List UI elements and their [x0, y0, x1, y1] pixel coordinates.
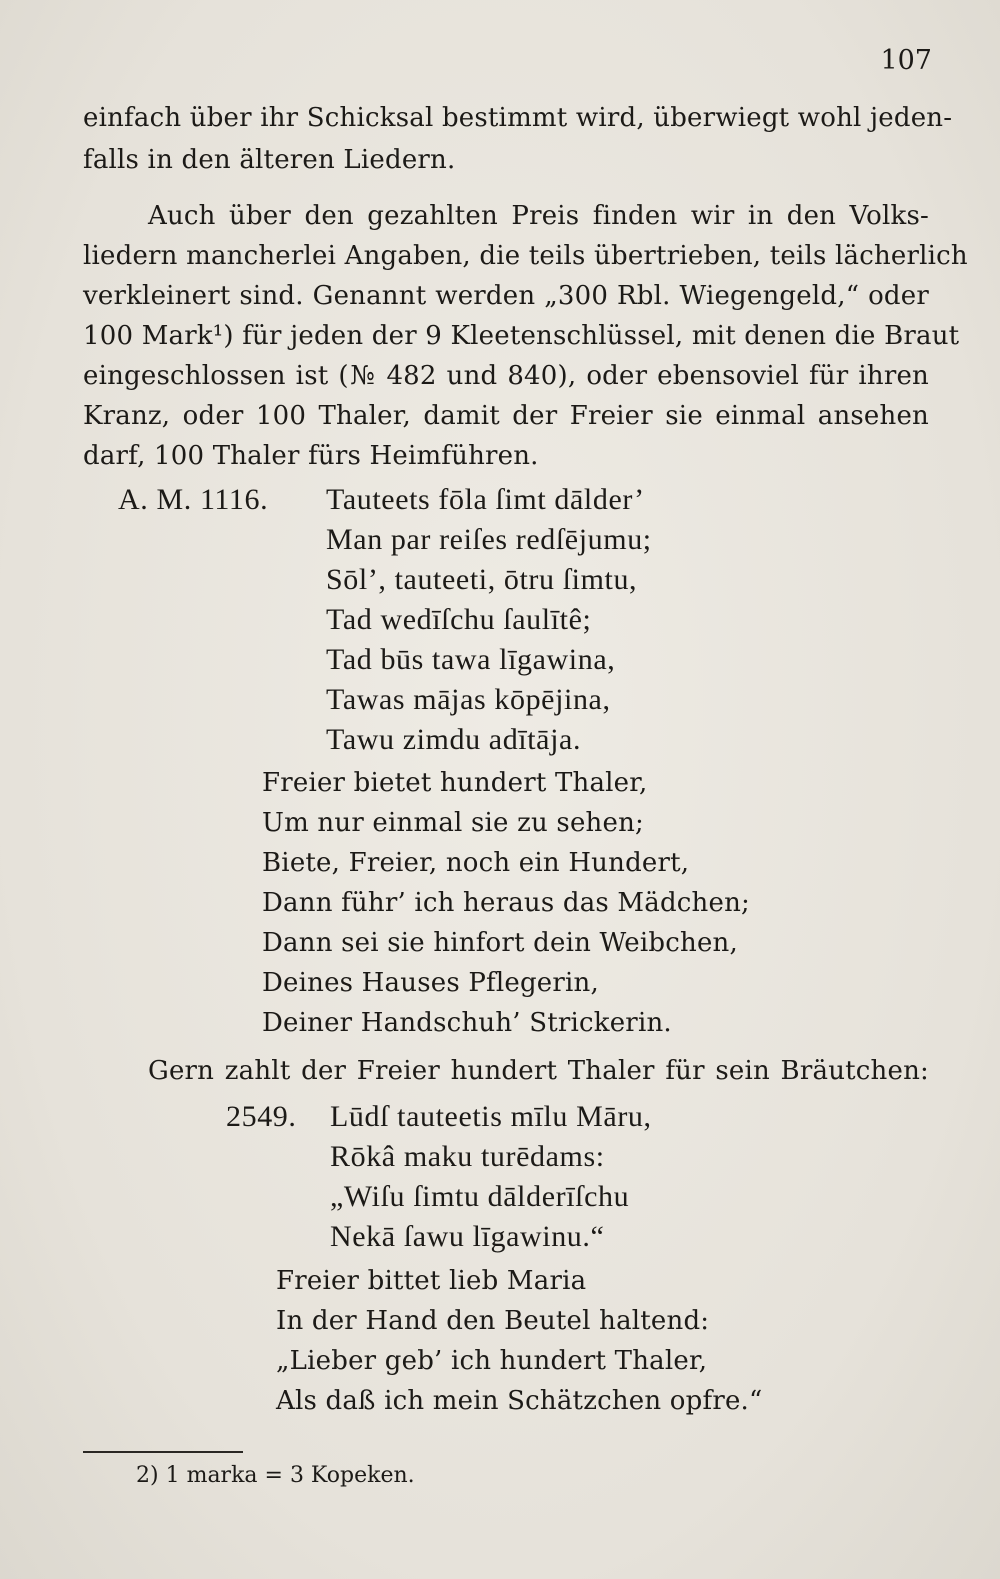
prose-line: eingeschlossen ist (№ 482 und 840), oder ebensoviel für ihren [83, 361, 929, 391]
prose-line: 100 Mark¹) für jeden der 9 Kleetenschlüssel, mit denen die Braut [83, 321, 960, 351]
german-verse-line: Dann sei sie hinfort dein Weibchen, [262, 928, 738, 958]
latvian-verse-line: Tad wedīſchu ſaulītê; [326, 603, 592, 636]
prose-line: Gern zahlt der Freier hundert Thaler für sein Bräutchen: [148, 1056, 929, 1086]
german-verse-line: „Lieber geb’ ich hundert Thaler, [276, 1346, 708, 1376]
latvian-verse-line: Lūdſ tauteetis mīlu Māru, [330, 1100, 652, 1133]
latvian-verse-line: Tad būs tawa līgawina, [326, 643, 616, 676]
german-verse-line: Deines Hauses Pflegerin, [262, 968, 599, 998]
latvian-verse-line: Nekā ſawu līgawinu.“ [330, 1220, 605, 1253]
german-verse-line: Um nur einmal sie zu sehen; [262, 808, 644, 838]
song-reference: 2549. [226, 1100, 297, 1133]
latvian-verse-line: Tawu zimdu adītāja. [326, 723, 582, 756]
latvian-verse-line: Rōkâ maku turēdams: [330, 1140, 605, 1173]
latvian-verse-line: Man par reiſes redſējumu; [326, 523, 652, 556]
footnote [136, 1463, 415, 1488]
prose-line: darf, 100 Thaler fürs Heimführen. [83, 441, 539, 471]
prose-line: verkleinert sind. Genannt werden „300 Rbl. Wiegengeld,“ oder [83, 281, 929, 311]
german-verse-line: Freier bietet hundert Thaler, [262, 768, 648, 798]
german-verse-line: Freier bittet lieb Maria [276, 1266, 587, 1296]
german-verse-line: Dann führ’ ich heraus das Mädchen; [262, 888, 750, 918]
footnote-marker: 2) [136, 1463, 159, 1488]
latvian-verse-line: „Wiſu ſimtu dālderīſchu [330, 1180, 630, 1213]
prose-line: falls in den älteren Liedern. [83, 145, 456, 175]
german-verse-line: Biete, Freier, noch ein Hundert, [262, 848, 690, 878]
german-verse-line: Deiner Handschuh’ Strickerin. [262, 1008, 672, 1038]
german-verse-line: Als daß ich mein Schätzchen opfre.“ [276, 1386, 763, 1416]
latvian-verse-line: Tauteets fōla ſimt dālder’ [326, 483, 645, 516]
latvian-verse-line: Sōl’, tauteeti, ōtru ſimtu, [326, 563, 638, 596]
page-number: 107 [880, 45, 932, 76]
prose-line: einfach über ihr Schicksal bestimmt wird, überwiegt wohl jeden- [83, 103, 953, 133]
footnote-rule [83, 1451, 243, 1453]
prose-line: liedern mancherlei Angaben, die teils übertrieben, teils lächerlich [83, 241, 968, 271]
prose-line: Kranz, oder 100 Thaler, damit der Freier sie einmal ansehen [83, 401, 929, 431]
prose-line: Auch über den gezahlten Preis finden wir in den Volks- [148, 201, 929, 231]
latvian-verse-line: Tawas mājas kōpējina, [326, 683, 611, 716]
song-reference: A. M. 1116. [118, 483, 269, 516]
footnote-text: 1 marka = 3 Kopeken. [165, 1463, 415, 1488]
german-verse-line: In der Hand den Beutel haltend: [276, 1306, 710, 1336]
